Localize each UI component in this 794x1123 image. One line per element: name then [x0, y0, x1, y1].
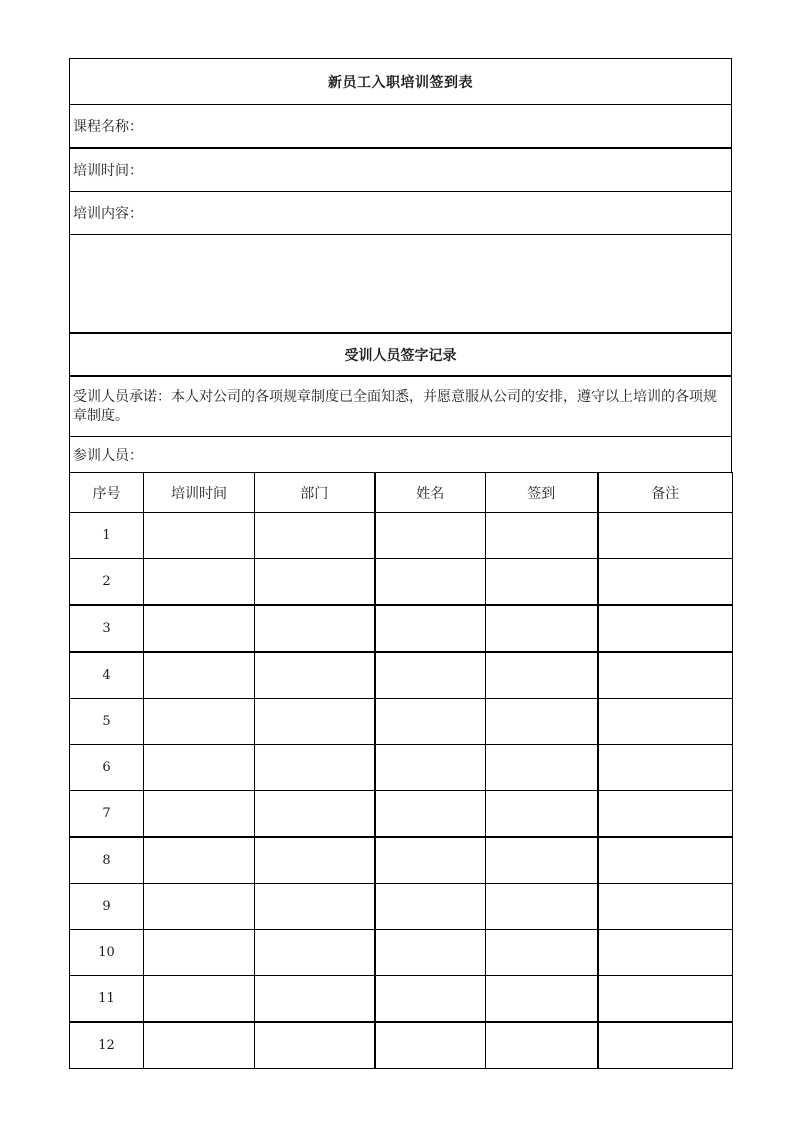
signature-cell[interactable]	[486, 791, 598, 838]
signature-cell[interactable]	[375, 513, 486, 559]
signature-cell[interactable]	[375, 652, 486, 699]
signature-cell[interactable]	[144, 745, 255, 791]
table-row	[70, 559, 733, 606]
table-body	[70, 513, 733, 1069]
row-number: 12	[70, 1022, 144, 1069]
signature-cell[interactable]	[144, 513, 255, 559]
signature-cell[interactable]	[144, 884, 255, 930]
table-header-row	[70, 473, 733, 513]
signature-cell[interactable]	[144, 605, 255, 652]
signature-cell[interactable]	[486, 1022, 598, 1069]
table-row	[70, 745, 733, 791]
signature-cell[interactable]	[255, 513, 375, 559]
table-row	[70, 976, 733, 1023]
row-number: 4	[70, 652, 144, 699]
signature-cell[interactable]	[375, 791, 486, 838]
signature-cell[interactable]	[144, 559, 255, 606]
signature-cell[interactable]	[375, 699, 486, 745]
table-row	[70, 837, 733, 884]
signature-cell[interactable]	[598, 559, 733, 606]
row-number: 10	[70, 930, 144, 976]
table-row	[70, 930, 733, 976]
signature-cell[interactable]	[375, 1022, 486, 1069]
signature-cell[interactable]	[255, 791, 375, 838]
row-number: 3	[70, 605, 144, 652]
signature-cell[interactable]	[486, 513, 598, 559]
signature-cell[interactable]	[598, 745, 733, 791]
table-row	[70, 605, 733, 652]
table-row	[70, 513, 733, 559]
training-time-field[interactable]: 培训时间：	[70, 148, 732, 192]
signature-cell[interactable]	[255, 605, 375, 652]
row-number: 8	[70, 837, 144, 884]
table-row	[70, 791, 733, 838]
signature-cell[interactable]	[375, 884, 486, 930]
signature-cell[interactable]	[486, 559, 598, 606]
header-cell: 备注	[598, 473, 733, 513]
signature-cell[interactable]	[598, 513, 733, 559]
signature-cell[interactable]	[598, 652, 733, 699]
signature-cell[interactable]	[486, 976, 598, 1023]
header-cell: 序号	[70, 473, 144, 513]
signature-cell[interactable]	[598, 1022, 733, 1069]
signature-cell[interactable]	[255, 930, 375, 976]
signature-cell[interactable]	[144, 791, 255, 838]
signature-cell[interactable]	[375, 605, 486, 652]
signature-cell[interactable]	[144, 652, 255, 699]
table-row	[70, 884, 733, 930]
header-cell: 部门	[255, 473, 375, 513]
signature-cell[interactable]	[486, 837, 598, 884]
row-number: 5	[70, 699, 144, 745]
row-number: 11	[70, 976, 144, 1023]
signature-cell[interactable]	[144, 1022, 255, 1069]
signature-cell[interactable]	[486, 699, 598, 745]
signature-cell[interactable]	[255, 837, 375, 884]
header-cell: 签到	[486, 473, 598, 513]
signature-cell[interactable]	[255, 884, 375, 930]
sign-in-sheet	[69, 58, 732, 1069]
signature-cell[interactable]	[255, 699, 375, 745]
row-number: 9	[70, 884, 144, 930]
training-content-area[interactable]	[70, 235, 732, 334]
form-title: 新员工入职培训签到表	[70, 59, 732, 105]
signature-cell[interactable]	[144, 976, 255, 1023]
signature-cell[interactable]	[598, 791, 733, 838]
row-number: 2	[70, 559, 144, 606]
signature-cell[interactable]	[486, 652, 598, 699]
signature-cell[interactable]	[255, 976, 375, 1023]
signature-cell[interactable]	[598, 884, 733, 930]
attendees-field[interactable]: 参训人员：	[70, 437, 732, 473]
header-cell: 培训时间	[144, 473, 255, 513]
row-number: 7	[70, 791, 144, 838]
header-cell: 姓名	[375, 473, 486, 513]
signature-cell[interactable]	[375, 745, 486, 791]
signature-cell[interactable]	[486, 930, 598, 976]
pledge-text: 受训人员承诺：本人对公司的各项规章制度已全面知悉，并愿意服从公司的安排，遵守以上培训的各项规章制度。	[70, 376, 732, 437]
signature-cell[interactable]	[144, 699, 255, 745]
signature-cell[interactable]	[144, 930, 255, 976]
row-number: 6	[70, 745, 144, 791]
form-header-table	[69, 58, 732, 473]
signature-cell[interactable]	[486, 605, 598, 652]
course-name-field[interactable]: 课程名称：	[70, 105, 732, 149]
signature-cell[interactable]	[375, 976, 486, 1023]
signature-cell[interactable]	[598, 837, 733, 884]
signature-cell[interactable]	[598, 976, 733, 1023]
signature-cell[interactable]	[255, 559, 375, 606]
signature-cell[interactable]	[255, 652, 375, 699]
signature-cell[interactable]	[486, 884, 598, 930]
signature-cell[interactable]	[144, 837, 255, 884]
table-row	[70, 652, 733, 699]
signature-cell[interactable]	[375, 930, 486, 976]
signature-cell[interactable]	[598, 699, 733, 745]
row-number: 1	[70, 513, 144, 559]
training-content-field[interactable]: 培训内容：	[70, 192, 732, 235]
sign-in-table	[69, 472, 733, 1069]
signature-cell[interactable]	[598, 930, 733, 976]
section-title: 受训人员签字记录	[70, 333, 732, 376]
signature-cell[interactable]	[375, 837, 486, 884]
signature-cell[interactable]	[255, 745, 375, 791]
signature-cell[interactable]	[375, 559, 486, 606]
table-row	[70, 1022, 733, 1069]
signature-cell[interactable]	[486, 745, 598, 791]
signature-cell[interactable]	[255, 1022, 375, 1069]
table-row	[70, 699, 733, 745]
signature-cell[interactable]	[598, 605, 733, 652]
